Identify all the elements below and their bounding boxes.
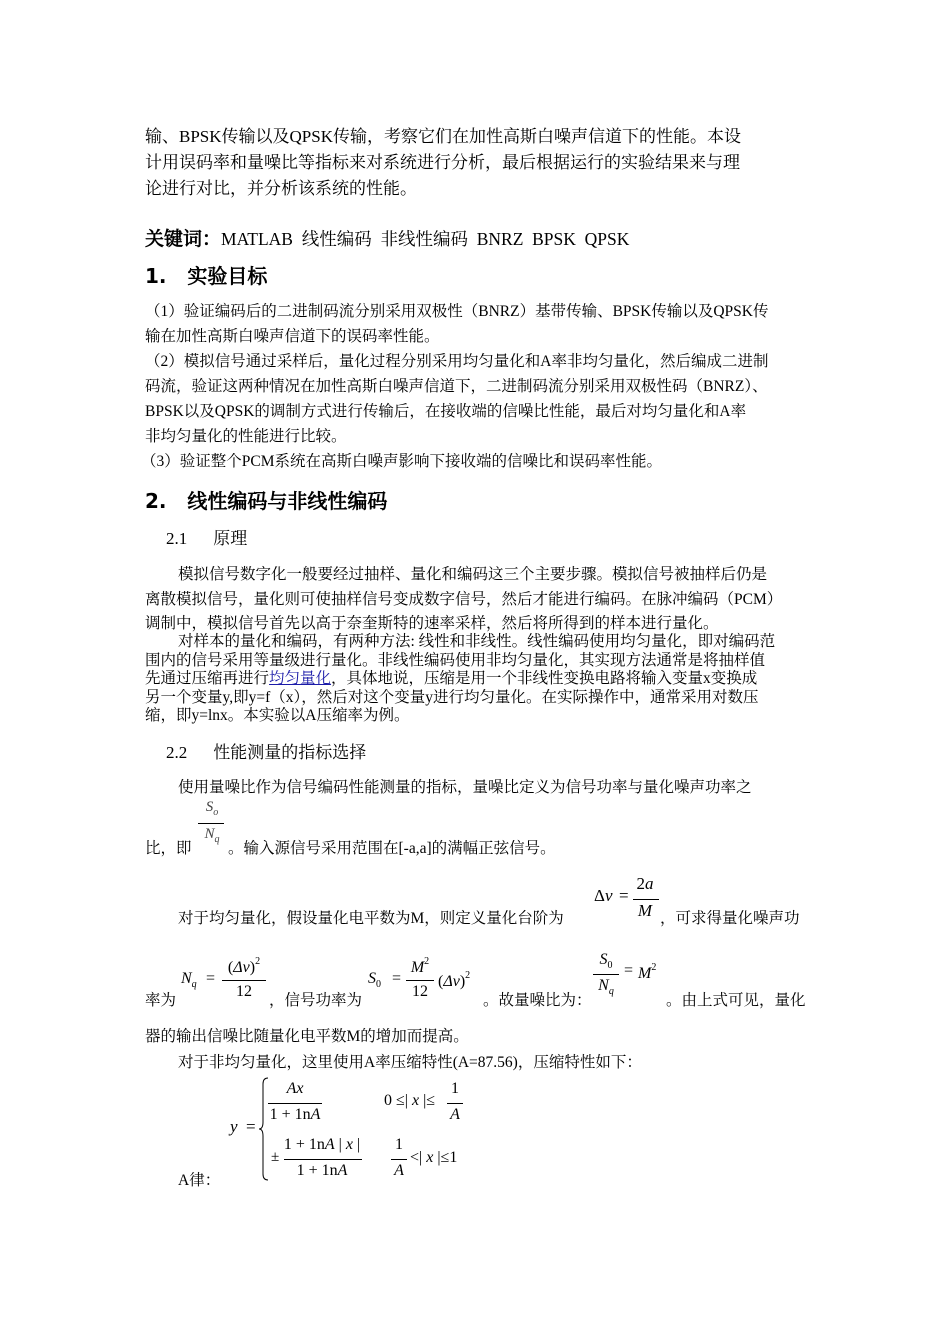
para-5-mid-1: ，信号功率为 [269,992,363,1009]
para-1-line-3: 调制中，模拟信号首先以高于奈奎斯特的速率采样，然后将所得到的样本进行量化。 [145,615,719,632]
para-6: 器的输出信噪比随量化电平数M的增加而提高。 [145,1028,469,1045]
section-1-heading: 1. 实验目标 [145,264,268,288]
para-5-mid-2: 。故量噪比为： [483,992,592,1009]
para-5-post: 。由上式可见，量化 [666,992,806,1009]
section-1-item-2-line-2: 码流，验证这两种情况在加性高斯白噪声信道下，二进制码流分别采用双极性码（BNRZ）、 [145,378,768,395]
section-1-item-2-line-3: BPSK以及QPSK的调制方式进行传输后，在接收端的信噪比性能，最后对均匀量化和A率 [145,403,747,420]
para-5-pre: 率为 [145,992,177,1009]
para-4-post: ，可求得量化噪声功 [660,910,800,927]
para-1-line-1: 模拟信号数字化一般要经过抽样、量化和编码这三个主要步骤。模拟信号被抽样后仍是 [178,566,768,583]
para-2-line-3-pre: 先通过压缩再进行 [145,670,270,687]
para-2-line-3 [145,669,757,688]
uniform-quantization-link[interactable]: 均匀量化 [269,670,332,687]
para-4-pre: 对于均匀量化，假设量化电平数为M，则定义量化台阶为 [178,910,564,927]
section-1-item-3: （3）验证整个PCM系统在高斯白噪声影响下接收端的信噪比和误码率性能。 [141,453,662,470]
subsection-2-2-number: 2.2 [166,743,188,762]
para-2-line-4: 另一个变量y,即y=f（x），然后对这个变量y进行均匀量化。在实际操作中，通常采用对数压 [145,689,759,706]
para-7: 对于非均匀量化，这里使用A率压缩特性(A=87.56)，压缩特性如下： [178,1054,642,1071]
intro-line-1: 输、BPSK传输以及QPSK传输，考察它们在加性高斯白噪声信道下的性能。本设 [145,127,741,146]
keywords-line [145,224,629,252]
a-law-label: A律： [178,1172,221,1189]
para-3-line-2-pre: 比，即 [145,840,192,857]
keywords-label: 关键词： [145,228,222,250]
document-page: 输、BPSK传输以及QPSK传输，考察它们在加性高斯白噪声信道下的性能。本设 计用误码率和量噪比等指标来对系统进行分析，最后根据运行的实验结果来与理 论进行对比，并分析该系统的性能。 关键词：MATLAB 线性编码 非线性编码 BNRZ BPSK QPSK 1. 实验目标 （1）验证编码后的二进制码流分别采用双极性（BNRZ）基带传输、BPSK传输以及QPSK传 输在加性高斯白噪声信道下的误码率性能。 （2）模拟信号通过采样后，量化过程分别采用均匀量化和A率非均匀量化，然后编成二进制 码流，验证这两种情况在加性高斯白噪声信道下，二进制码流分别采用双极性码（BNRZ）、 BPSK以及QPSK的调制方式进行传输后，在接收端的信噪比性能，最后对均匀量化和A率 非均匀量化的性能进行比较。 （3）验证整个PCM系统在高斯白噪声影响下接收端的信噪比和误码率性能。 2. 线性编码与非线性编码 2.1 原理 模拟信号数字化一般要经过抽样、量化和编码这三个主要步骤。模拟信号被抽样后仍是 离散模拟信号，量化则可使抽样信号变成数字信号，然后才能进行编码。在脉冲编码（PCM） 调制中，模拟信号首先以高于奈奎斯特的速率采样，然后将所得到的样本进行量化。 对样本的量化和编码，有两种方法: 线性和非线性。线性编码使用均匀量化，即对编码范 围内的信号采用等量级进行量化。非线性编码使用非均匀量化，其实现方法通常是将抽样值 先通过压缩再进行均匀量化，具体地说，压缩是用一个非线性变换电路将输入变量x变换成 另一个变量y,即y=f（x），然后对这个变量y进行均匀量化。在实际操作中，通常采用对数压 缩，即y=lnx。本实验以A压缩率为例。 2.2 性能测量的指标选择 使用量噪比作为信号编码性能测量的指标，量噪比定义为信号功率与量化噪声功率之 $S_o$ $N_q$ 比，即 。输入源信号采用范围在[-a,a]的满幅正弦信号。 Δv = 2a M 对于均匀量化，假设量化电平数为M，则定义量化台阶为 ，可求得量化噪声功 $N_q$ = $(\Delta v)^2$ 12 $S_0$ = $M^2$ 12 $(\Delta v)^2$ $S_0$ $N_q$ = $M^2$ 率为 ，信号功率为 。故量噪比为： 。由上式可见，量化 器的输出信噪比随量化电平数M的增加而提高。 对于非均匀量化，这里使用A率压缩特性(A=87.56)，压缩特性如下： y = Ax 1 + 1nA 0 ≤| x |≤ 1 A ± 1 + 1nA | x | 1 + 1nA 1 A <| x |≤1 A律： [0,0,950,1344]
para-1-line-2: 离散模拟信号，量化则可使抽样信号变成数字信号，然后才能进行编码。在脉冲编码（PCM） [145,591,783,608]
section-1-item-2-line-4: 非均匀量化的性能进行比较。 [145,428,347,445]
section-1-item-1-line-2: 输在加性高斯白噪声信道下的误码率性能。 [145,328,440,345]
subsection-2-2-heading [166,738,366,763]
para-2-line-2: 围内的信号采用等量级进行量化。非线性编码使用非均匀量化，其实现方法通常是将抽样值 [145,652,766,669]
para-3-line-1: 使用量噪比作为信号编码性能测量的指标，量噪比定义为信号功率与量化噪声功率之 [178,779,752,796]
intro-line-2: 计用误码率和量噪比等指标来对系统进行分析，最后根据运行的实验结果来与理 [145,153,740,172]
para-2-line-3-post: ，具体地说，压缩是用一个非线性变换电路将输入变量x变换成 [331,670,758,687]
section-2-heading: 2. 线性编码与非线性编码 [145,489,388,513]
section-1-item-1-line-1: （1）验证编码后的二进制码流分别采用双极性（BNRZ）基带传输、BPSK传输以及QPSK传 [145,303,769,320]
intro-line-3: 论进行对比，并分析该系统的性能。 [145,179,417,198]
subsection-2-1-number: 2.1 [166,529,188,548]
para-2-line-1: 对样本的量化和编码，有两种方法: 线性和非线性。线性编码使用均匀量化，即对编码范 [178,633,776,650]
subsection-2-1-heading [166,524,247,549]
keywords-items: MATLAB 线性编码 非线性编码 BNRZ BPSK QPSK [221,229,630,249]
subsection-2-1-title: 原理 [213,529,248,548]
subsection-2-2-title: 性能测量的指标选择 [213,743,367,762]
para-3-line-2-post: 。输入源信号采用范围在[-a,a]的满幅正弦信号。 [228,840,556,857]
para-2-line-5: 缩，即y=lnx。本实验以A压缩率为例。 [145,707,410,724]
section-1-item-2-line-1: （2）模拟信号通过采样后，量化过程分别采用均匀量化和A率非均匀量化，然后编成二进制 [145,353,769,370]
